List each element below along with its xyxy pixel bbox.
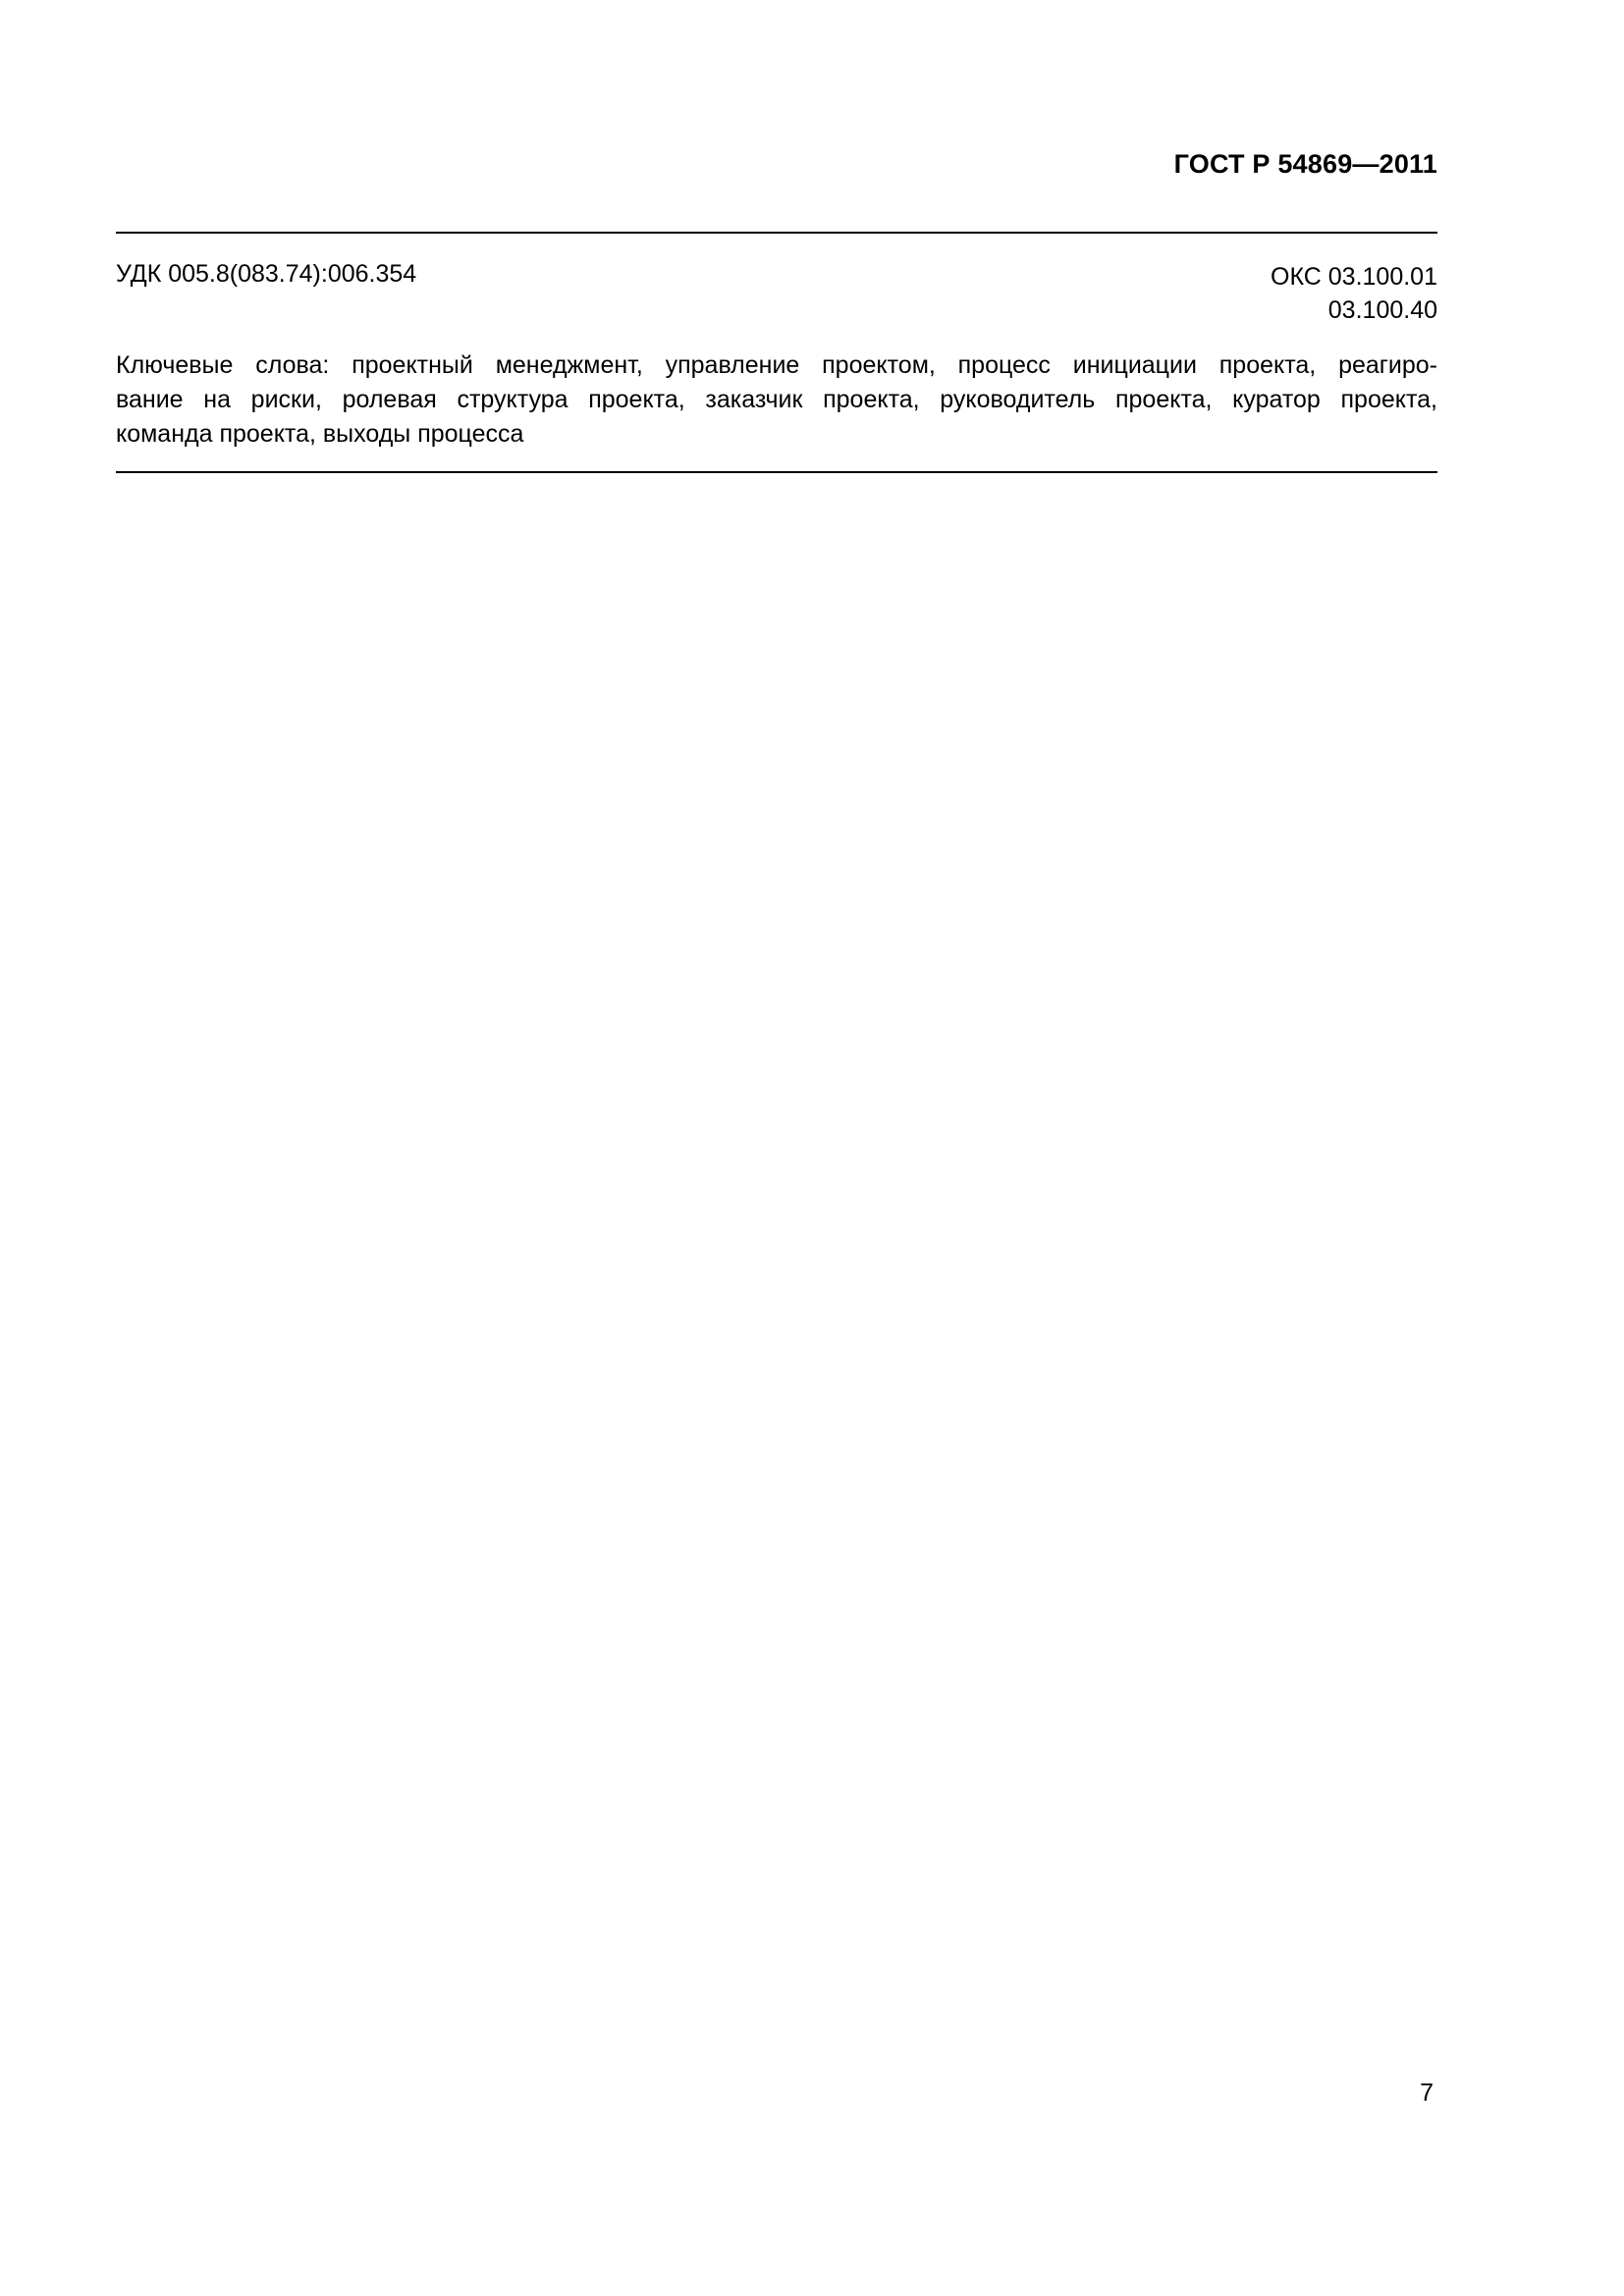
page-number: 7	[1420, 2079, 1434, 2107]
keywords-line-3: команда проекта, выходы процесса	[116, 420, 524, 448]
top-divider	[116, 232, 1437, 234]
udc-code: УДК 005.8(083.74):006.354	[116, 260, 417, 288]
oks-code-line-2: 03.100.40	[1327, 296, 1437, 324]
oks-codes	[1271, 260, 1437, 327]
oks-code-line-1: ОКС 03.100.01	[1271, 263, 1437, 291]
standard-code: ГОСТ Р 54869—2011	[1173, 149, 1437, 179]
keywords-block	[116, 348, 1437, 452]
keywords-line-2: вание на риски, ролевая структура проекта, заказчик проекта, руководитель проекта, куратор проекта,	[116, 386, 1437, 413]
keywords-line-1: Ключевые слова: проектный менеджмент, управление проектом, процесс инициации проекта, реагиро-	[116, 351, 1437, 379]
bottom-divider	[116, 471, 1437, 473]
